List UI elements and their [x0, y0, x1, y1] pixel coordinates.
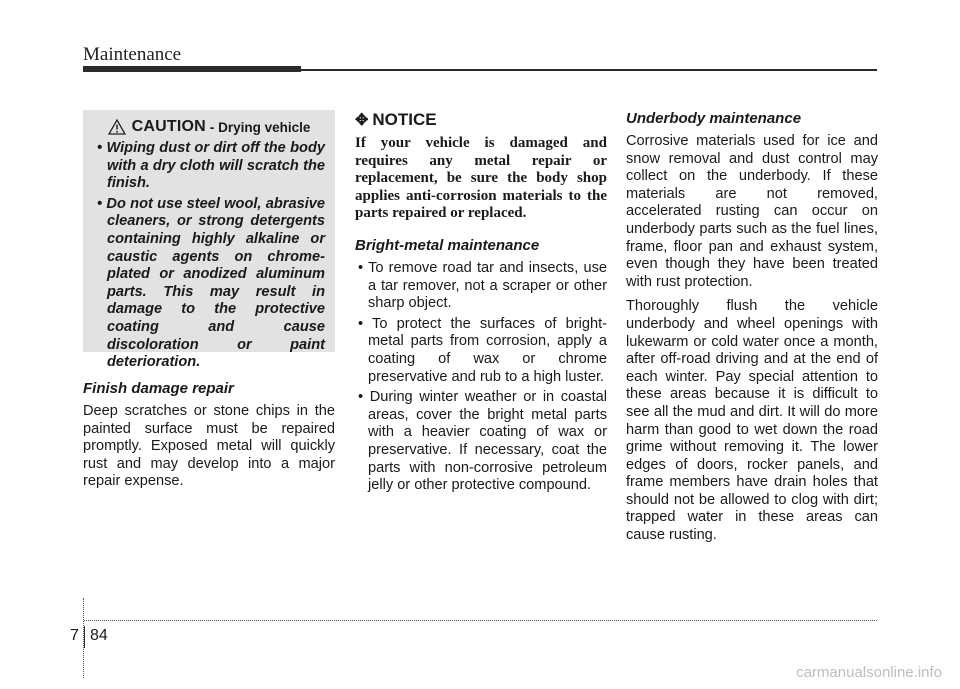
list-item: • To protect the surfaces of bright-metal parts from corrosion, apply a coating of wax or chrome preservative and rub to a high luster. [358, 315, 608, 385]
watermark: carmanualsonline.info [796, 664, 942, 681]
caution-heading [93, 118, 325, 136]
warning-triangle-icon [108, 119, 126, 135]
column-middle [355, 110, 607, 498]
caution-subtitle: - Drying vehicle [209, 119, 311, 135]
bright-heading: Bright-metal maintenance [355, 236, 540, 254]
header-rule-thin [301, 69, 877, 71]
column-left [83, 110, 335, 491]
footer-separator [84, 626, 85, 648]
four-point-star-icon: ✥ [355, 112, 369, 129]
caution-label: CAUTION [131, 118, 206, 135]
section-title: Maintenance [83, 44, 182, 65]
page-number: 84 [90, 627, 108, 644]
underbody-paragraph: Corrosive materials used for ice and snow removal and dust control may collect on the underbody. If these materials are not removed, accelerated rusting can occur on underbody parts such as the fuel lines, frame, floor pan and exhaust system, even though they have been treated with rust protection. [626, 133, 878, 290]
caution-box [83, 110, 335, 371]
notice-heading [355, 110, 607, 130]
notice-label: NOTICE [372, 110, 437, 129]
finish-heading: Finish damage repair [83, 380, 234, 397]
caution-item: • Wiping dust or dirt off the body with a dry cloth will scratch the finish. [97, 140, 325, 192]
underbody-heading: Underbody maintenance [626, 110, 802, 127]
list-item: • During winter weather or in coastal areas, cover the bright metal parts with a heavier coating of wax or preservative. If necessary, coat the parts with non-corrosive petroleum jelly or other protective compound. [358, 389, 607, 494]
underbody-paragraph: Thoroughly flush the vehicle underbody and wheel openings with lukewarm or cold water once a month, after off-road driving and at the end of each winter. Pay special attention to these areas because it is difficult to see all the mud and dirt. It will do more harm than good to wet down the road grime without removing it. The lower edges of doors, rocker panels, and frame members have drain holes that should not be allowed to clog with dirt; trapped water in these areas can cause rusting. [626, 298, 878, 544]
footer-guide-horizontal [84, 620, 877, 621]
finish-text: Deep scratches or stone chips in the painted surface must be repaired promptly. Exposed metal will quickly rust and may develop into a major repair expense. [83, 403, 335, 490]
chapter-number: 7 [70, 627, 79, 644]
column-right [626, 110, 878, 552]
notice-text: If your vehicle is damaged and requires any metal repair or replacement, be sure the body shop applies anti-corrosion materials to the parts repaired or replaced. [355, 135, 607, 222]
caution-item: • Do not use steel wool, abrasive cleaners, or strong detergents containing highly alkaline or caustic agents on chrome-plated or anodized aluminum parts. This may result in damage to the protective coating and cause discoloration or paint deterioration. [97, 195, 325, 371]
header-rule-thick [83, 66, 301, 72]
list-item: • To remove road tar and insects, use a tar remover, not a scraper or other sharp object. [358, 259, 607, 312]
